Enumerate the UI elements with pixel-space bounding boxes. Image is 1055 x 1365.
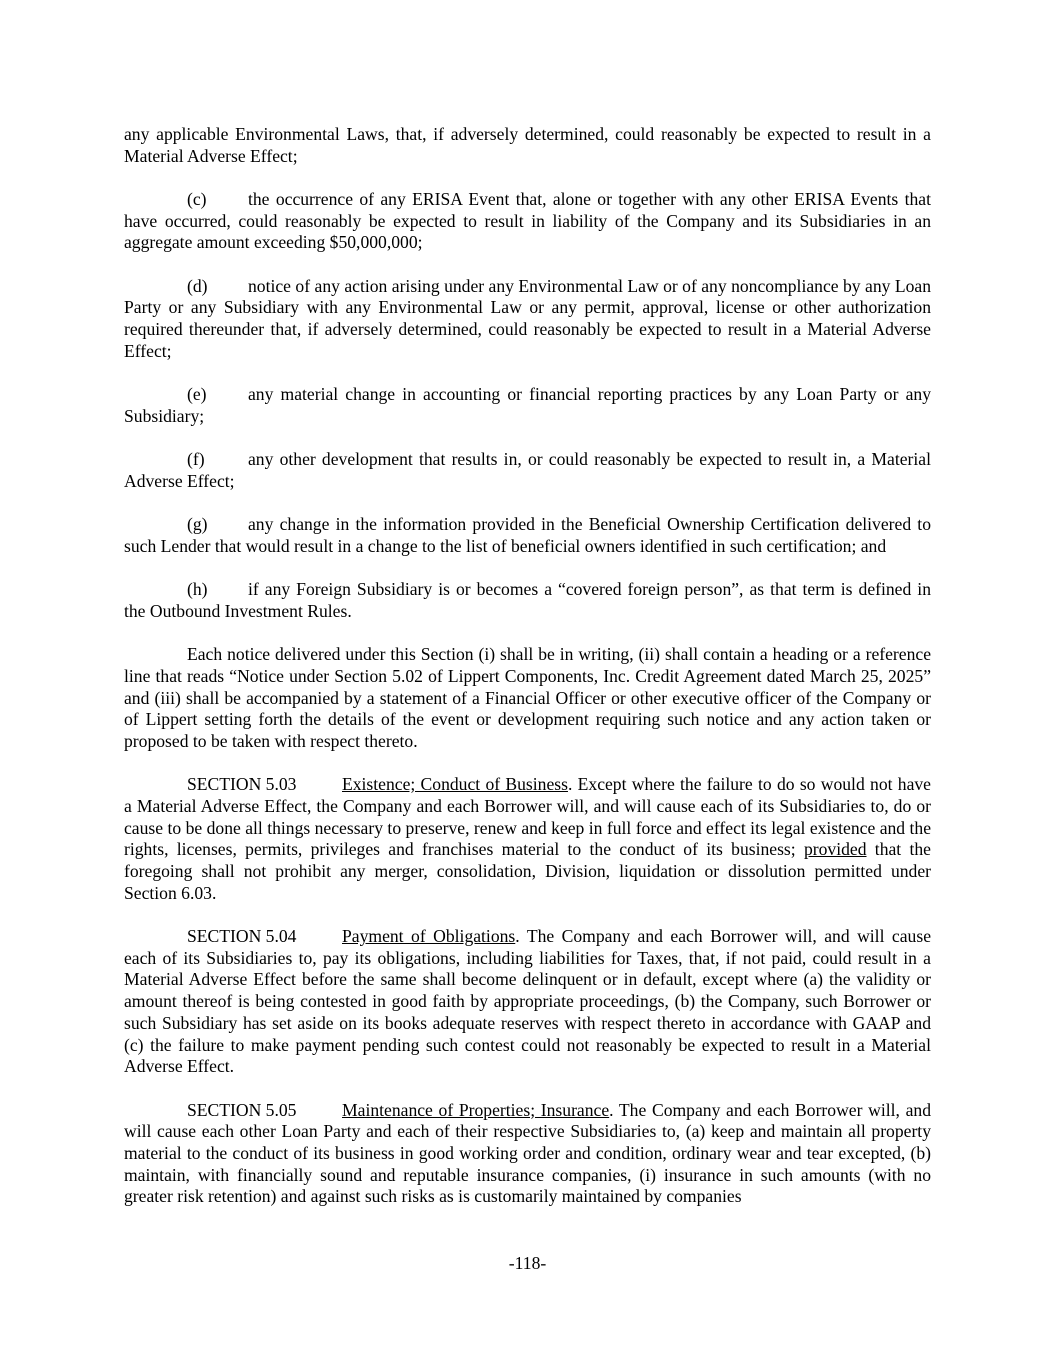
- clause-d: [124, 276, 931, 363]
- section-text: . The Company and each Borrower will, and will cause each of its Subsidiaries to, pay its obligations, including liabilities for Taxes, that, if not paid, could result in a Material Adverse Effect before the same shall become delinquent or in default, except where (a) the validity or amount thereof is being contested in good faith by appropriate proceedings, (b) the Company, such Borrower or such Subsidiary has set aside on its books adequate reserves with respect thereto in accordance with GAAP and (c) the failure to make payment pending such contest could not reasonably be expected to result in a Material Adverse Effect.: [124, 926, 931, 1077]
- section-heading: Payment of Obligations: [342, 926, 516, 947]
- clause-e: [124, 384, 931, 427]
- clause-text: the occurrence of any ERISA Event that, alone or together with any other ERISA Events that have occurred, could reasonably be expected to result in liability of the Company and its Subsidiaries in an aggregate amount exceeding $50,000,000;: [124, 189, 931, 253]
- clause-text: if any Foreign Subsidiary is or becomes a “covered foreign person”, as that term is defined in the Outbound Investment Rules.: [124, 579, 931, 621]
- page-body: [124, 124, 931, 1208]
- clause-c: [124, 189, 931, 254]
- clause-h: [124, 579, 931, 622]
- section-5-04: [124, 926, 931, 1078]
- clause-text: any change in the information provided in the Beneficial Ownership Certification delivered to such Lender that would result in a change to the list of beneficial owners identified in such certification; and: [124, 514, 931, 556]
- section-text: . The Company and each Borrower will, and will cause each other Loan Party and each of their respective Subsidiaries to, (a) keep and maintain all property material to the conduct of its business in good working order and condition, ordinary wear and tear excepted, (b) maintain, with financially sound and reputable insurance companies, (i) insurance in such amounts (with no greater risk retention) and against such risks as is customarily maintained by companies: [124, 1099, 931, 1207]
- clause-text: any material change in accounting or financial reporting practices by any Loan Party or any Subsidiary;: [124, 384, 931, 426]
- clause-text: any other development that results in, or could reasonably be expected to result in, a Material Adverse Effect;: [124, 449, 931, 491]
- clause-text: notice of any action arising under any Environmental Law or of any noncompliance by any Loan Party or any Subsidiary with any Environmental Law or any permit, approval, license or other authorization required thereunder that, if adversely determined, could reasonably be expected to result in a Material Adverse Effect;: [124, 275, 931, 361]
- clause-label: (e): [187, 384, 207, 405]
- clause-label: (g): [187, 514, 208, 535]
- clause-label: (c): [187, 189, 207, 209]
- section-heading: Maintenance of Properties; Insurance: [342, 1099, 610, 1120]
- section-text: . Except where the failure to do so would not have a Material Adverse Effect, the Company and each Borrower will, and will cause each of its Subsidiaries to, do or cause to be done all things necessary to preserve, renew and keep in full force and effect its legal existence and the rights, licenses, permits, privileges and franchises material to the conduct of its business;: [124, 774, 931, 860]
- section-number: SECTION 5.04: [187, 926, 297, 947]
- section-5-03: [124, 774, 931, 904]
- clause-g: [124, 514, 931, 557]
- section-number: SECTION 5.05: [187, 1099, 297, 1120]
- provided-emphasis: provided: [803, 839, 867, 860]
- clause-f: [124, 449, 931, 492]
- clause-label: (d): [187, 275, 208, 296]
- clause-label: (f): [187, 449, 205, 470]
- page-number: -118-: [508, 1253, 547, 1273]
- section-heading: Existence; Conduct of Business: [342, 774, 568, 795]
- section-number: SECTION 5.03: [187, 774, 297, 795]
- section-text-continued: that the foregoing shall not prohibit any merger, consolidation, Division, liquidation or dissolution permitted under Section 6.03.: [124, 839, 931, 903]
- continued-paragraph: any applicable Environmental Laws, that, if adversely determined, could reasonably be expected to result in a Material Adverse Effect;: [124, 124, 931, 166]
- section-5-05: [124, 1100, 931, 1209]
- notice-paragraph: Each notice delivered under this Section (i) shall be in writing, (ii) shall contain a heading or a reference line that reads “Notice under Section 5.02 of Lippert Components, Inc. Credit Agreement dated March 25, 2025” and (iii) shall be accompanied by a statement of a Financial Officer or other executive officer of the Company or of Lippert setting forth the details of the event or development requiring such notice and any action taken or proposed to be taken with respect thereto.: [124, 644, 931, 751]
- clause-label: (h): [187, 579, 208, 600]
